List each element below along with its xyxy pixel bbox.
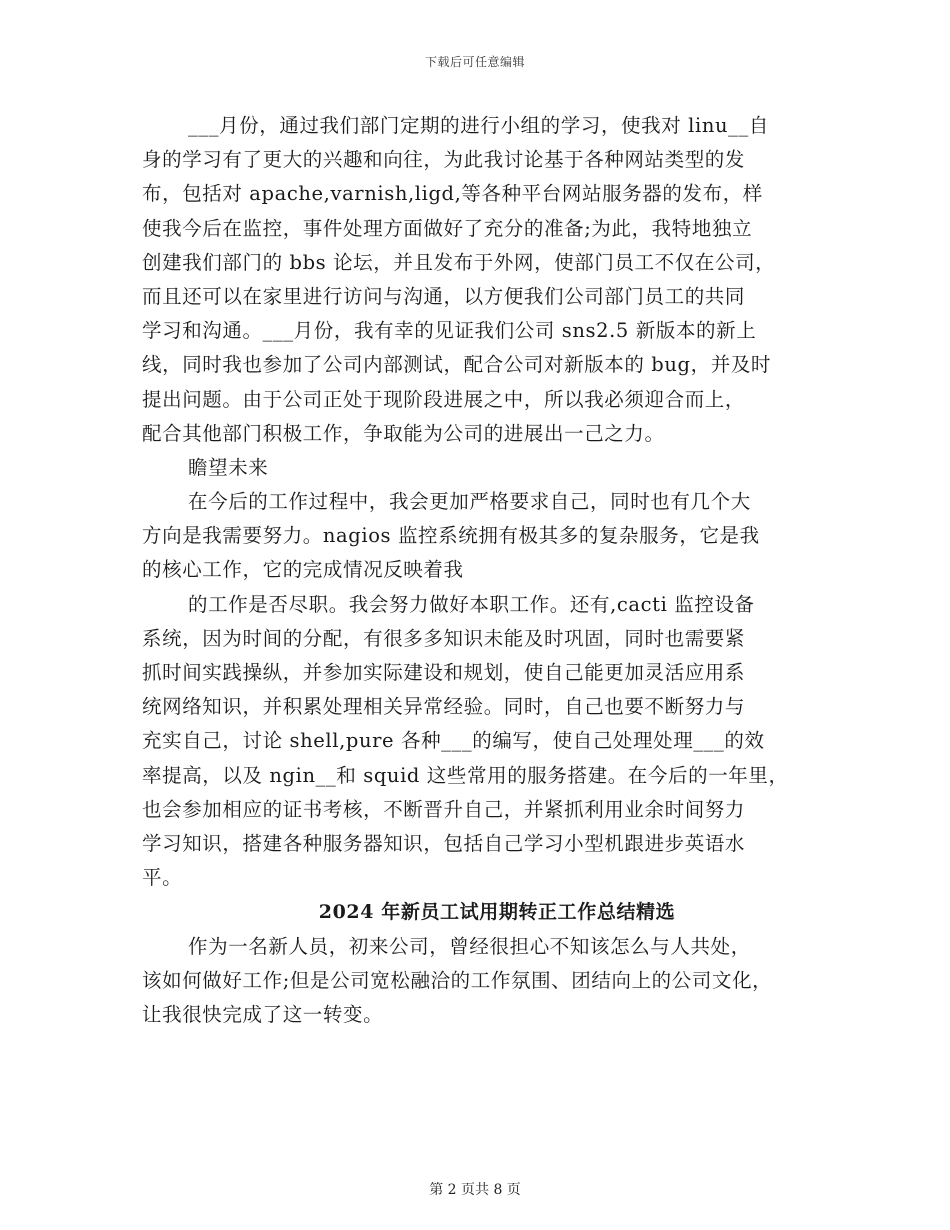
paragraph-line: 的工作是否尽职。我会努力做好本职工作。还有,cacti 监控设备: [188, 592, 755, 616]
paragraph-line: 充实自己，讨论 shell,pure 各种___的编写，使自己处理处理___的效: [142, 729, 765, 753]
paragraph-line: 也会参加相应的证书考核，不断晋升自己，并紧抓利用业余时间努力: [142, 797, 746, 821]
paragraph-line: 该如何做好工作;但是公司宽松融洽的工作氛围、团结向上的公司文化，: [142, 968, 773, 992]
paragraph-line: 而且还可以在家里进行访问与沟通，以方便我们公司部门员工的共同: [142, 284, 746, 308]
paragraph-line: 作为一名新人员，初来公司，曾经很担心不知该怎么与人共处，: [188, 934, 751, 958]
paragraph-line: 平。: [142, 866, 183, 890]
paragraph-line: 配合其他部门积极工作，争取能为公司的进展出一己之力。: [142, 421, 665, 445]
paragraph-line: 抓时间实践操纵，并参加实际建设和规划，使自己能更加灵活应用系: [142, 661, 746, 684]
paragraph-line: 在今后的工作过程中，我会更加严格要求自己，同时也有几个大: [188, 490, 751, 514]
paragraph-line: 学习知识，搭建各种服务器知识，包括自己学习小型机跟进步英语水: [142, 831, 746, 855]
paragraph-line: 使我今后在监控，事件处理方面做好了充分的准备;为此，我特地独立: [142, 216, 753, 240]
document-body: [142, 109, 812, 1032]
paragraph-line: 布，包括对 apache,varnish,ligd,等各种平台网站服务器的发布，样: [142, 182, 763, 206]
paragraph-line: 方向是我需要努力。nagios 监控系统拥有极其多的复杂服务，它是我: [142, 524, 760, 548]
paragraph-line: 创建我们部门的 bbs 论坛，并且发布于外网，使部门员工不仅在公司，: [142, 250, 776, 274]
paragraph-line: 统网络知识，并积累处理相关异常经验。同时，自己也要不断努力与: [142, 695, 746, 719]
paragraph-line: 身的学习有了更大的兴趣和向往，为此我讨论基于各种网站类型的发: [142, 148, 746, 172]
paragraph-line: 线，同时我也参加了公司内部测试，配合公司对新版本的 bug，并及时: [142, 353, 772, 377]
paragraph-line: ___月份，通过我们部门定期的进行小组的学习，使我对 linu__自: [188, 114, 769, 137]
paragraph-line: 让我很快完成了这一转变。: [142, 1002, 384, 1026]
paragraph-line: 提出问题。由于公司正处于现阶段进展之中，所以我必须迎合而上，: [142, 387, 746, 411]
section-heading: 瞻望未来: [188, 455, 269, 479]
paragraph-line: 学习和沟通。___月份，我有幸的见证我们公司 sns2.5 新版本的新上: [142, 319, 757, 343]
paragraph-line: 系统，因为时间的分配，有很多多知识未能及时巩固，同时也需要紧: [142, 626, 746, 650]
paragraph-line: 率提高，以及 ngin__和 squid 这些常用的服务搭建。在今后的一年里，: [142, 763, 789, 787]
paragraph-line: 的核心工作，它的完成情况反映着我: [142, 558, 464, 582]
page-footer: 第 2 页共 8 页: [429, 1182, 521, 1198]
document-title: 2024 年新员工试用期转正工作总结精选: [318, 901, 676, 924]
page-header: 下载后可任意编辑: [424, 55, 525, 69]
